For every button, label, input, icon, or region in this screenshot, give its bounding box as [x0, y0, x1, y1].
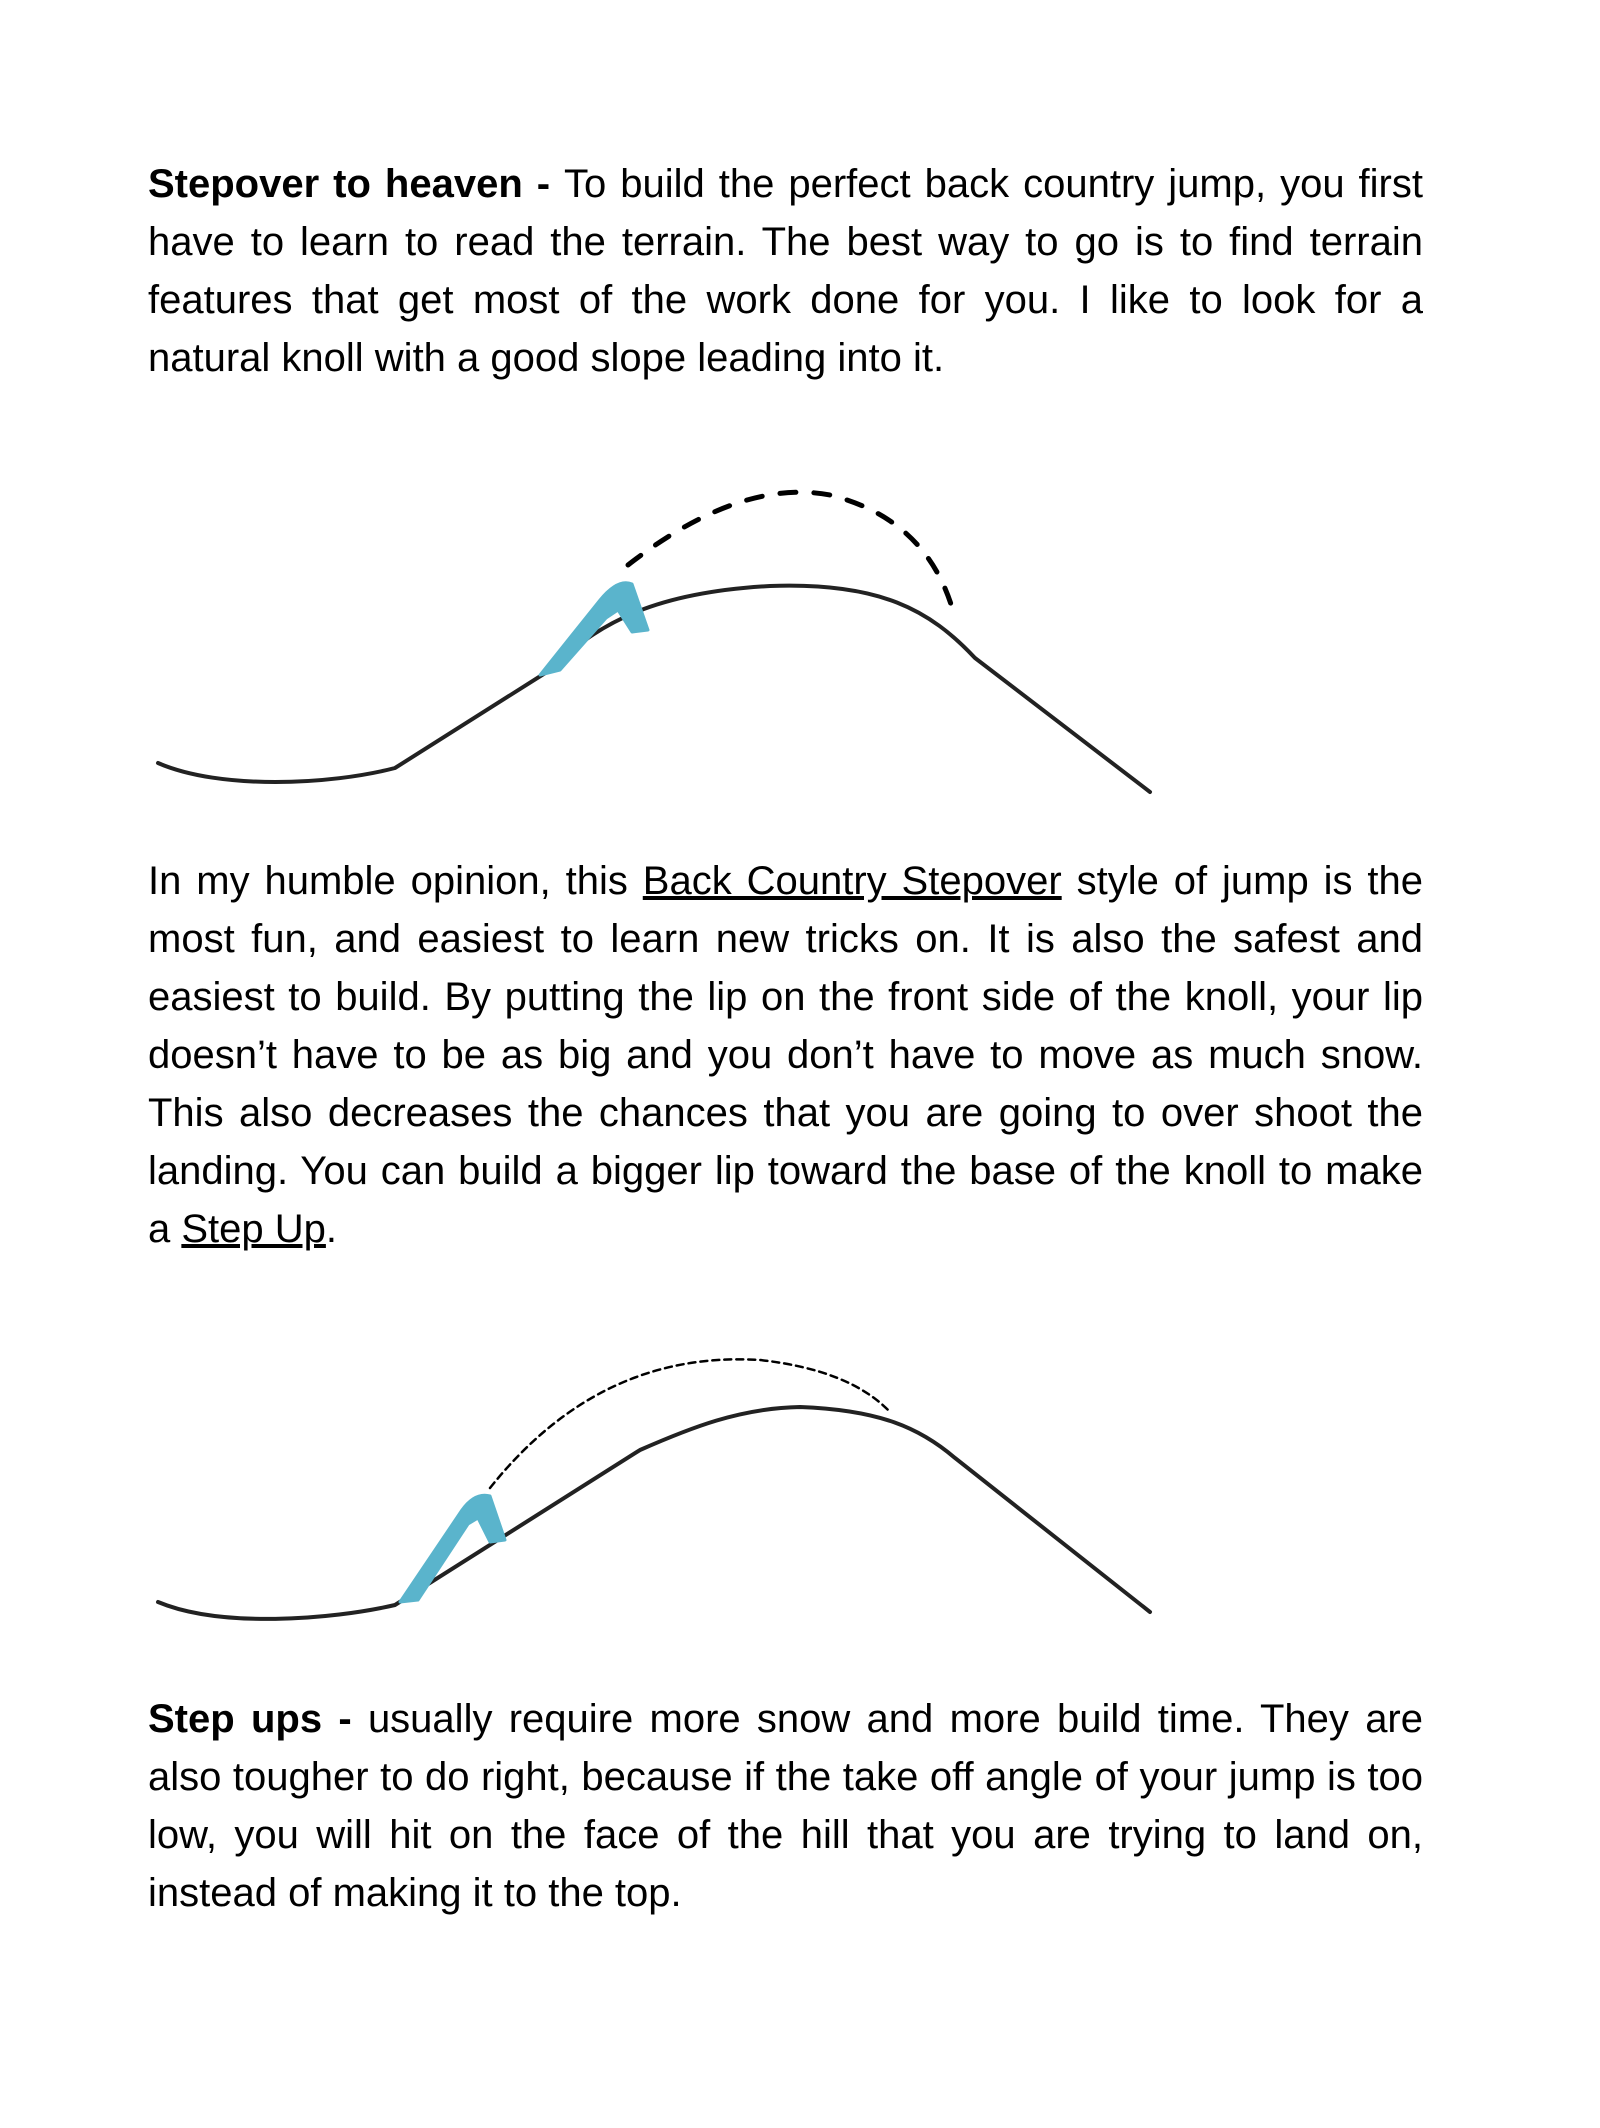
paragraph-stepover-text: To build the perfect back country jump, you first have to learn to read the terrain. The best way to go is to find terrain features that get most of the work done for you. I like to look for a natural knoll with a good slope leading into it. — [148, 162, 1423, 380]
paragraph-opinion-text-c: . — [325, 1207, 338, 1251]
heading-step-ups: Step ups - — [148, 1697, 368, 1741]
terrain-line — [158, 586, 1150, 792]
paragraph-opinion-text-a: In my humble opinion, this — [148, 859, 643, 903]
paragraph-step-ups — [148, 1690, 1423, 1922]
paragraph-opinion-text-b: style of jump is the most fun, and easiest to learn new tricks on. It is also the safest and easiest to build. By putting the lip on the front side of the knoll, your lip doesn’t have to be as big and you don’t have to move as much snow. This also decreases the chances that you are going to over shoot the landing. You can build a bigger lip toward the base of the knoll to make a — [148, 859, 1423, 1251]
paragraph-stepover-intro — [148, 155, 1423, 387]
paragraph-stepover-opinion — [148, 852, 1423, 1258]
takeoff-lip — [400, 1495, 505, 1602]
jump-trajectory-dashed — [490, 1359, 890, 1488]
terrain-line — [158, 1407, 1150, 1619]
link-back-country-stepover[interactable]: Back Country Stepover — [642, 859, 1062, 903]
step-up-jump-diagram — [0, 1310, 1600, 1670]
paragraph-step-ups-text: usually require more snow and more build time. They are also tougher to do right, because if the take off angle of your jump is too low, you will hit on the face of the hill that you are trying to land on, instead of making it to the top. — [148, 1697, 1423, 1915]
takeoff-lip — [540, 583, 648, 675]
stepover-jump-diagram — [0, 460, 1600, 820]
heading-stepover-to-heaven: Stepover to heaven - — [148, 162, 565, 206]
link-step-up[interactable]: Step Up — [181, 1207, 326, 1251]
